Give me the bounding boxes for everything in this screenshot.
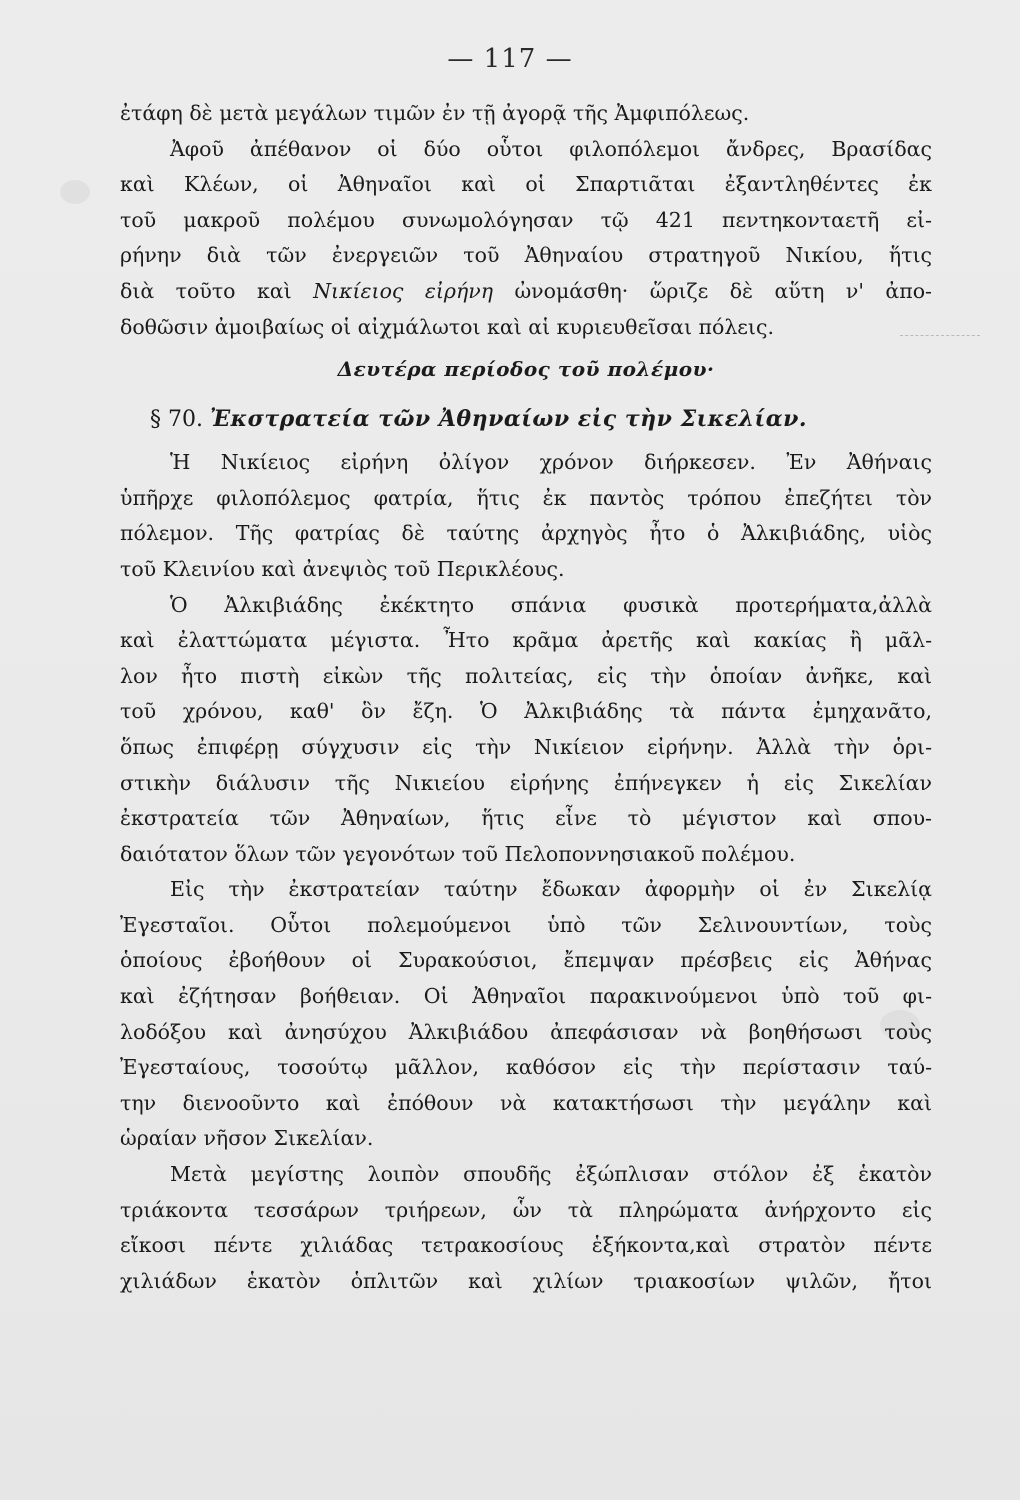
chapter-title: Ἐκστρατεία τῶν Ἀθηναίων εἰς τὴν Σικελίαν. xyxy=(209,406,808,433)
text-line: καὶ Κλέων, οἱ Ἀθηναῖοι καὶ οἱ Σπαρτιᾶται ἐξαντληθέντες ἐκ xyxy=(120,172,932,197)
section-heading: Δευτέρα περίοδος τοῦ πολέμου· xyxy=(337,357,715,382)
text-line: ἐκστρατεία τῶν Ἀθηναίων, ἥτις εἶνε τὸ μέγιστον καὶ σπου- xyxy=(120,806,932,831)
text-line: ὅπως ἐπιφέρῃ σύγχυσιν εἰς τὴν Νικίειον εἰρήνην. Ἀλλὰ τὴν ὁρι- xyxy=(120,734,932,759)
text-fragment: διὰ τοῦτο καὶ xyxy=(120,278,292,303)
chapter-heading xyxy=(120,393,932,445)
text-line: εἴκοσι πέντε χιλιάδας τετρακοσίους ἑξήκοντα,καὶ στρατὸν πέντε xyxy=(120,1233,932,1258)
paper-stain xyxy=(60,180,90,204)
text-line: δαιότατον ὅλων τῶν γεγονότων τοῦ Πελοποννησιακοῦ πολέμου. xyxy=(120,841,796,866)
text-line: καὶ ἐλαττώματα μέγιστα. Ἦτο κρᾶμα ἀρετῆς καὶ κακίας ἢ μᾶλ- xyxy=(120,628,932,653)
text-line: Ἐγεσταίους, τοσούτῳ μᾶλλον, καθόσον εἰς τὴν περίστασιν ταύ- xyxy=(120,1055,932,1080)
text-line: ρήνην διὰ τῶν ἐνεργειῶν τοῦ Ἀθηναίου στρατηγοῦ Νικίου, ἥτις xyxy=(120,243,932,268)
text-line: λον ἦτο πιστὴ εἰκὼν τῆς πολιτείας, εἰς τὴν ὁποίαν ἀνῆκε, καὶ xyxy=(120,663,932,688)
text-line: στικὴν διάλυσιν τῆς Νικιείου εἰρήνης ἐπήνεγκεν ἡ εἰς Σικελίαν xyxy=(120,770,932,795)
text-line: Μετὰ μεγίστης λοιπὸν σπουδῆς ἐξώπλισαν στόλον ἐξ ἑκατὸν xyxy=(170,1162,932,1187)
text-line: δοθῶσιν ἀμοιβαίως οἱ αἰχμάλωτοι καὶ αἱ κυριευθεῖσαι πόλεις. xyxy=(120,314,774,339)
text-line: καὶ ἐζήτησαν βοήθειαν. Οἱ Ἀθηναῖοι παρακινούμενοι ὑπὸ τοῦ φι- xyxy=(120,984,932,1009)
text-line: ὡραίαν νῆσον Σικελίαν. xyxy=(120,1126,374,1151)
text-line: την διενοοῦντο καὶ ἐπόθουν νὰ κατακτήσωσι τὴν μεγάλην καὶ xyxy=(120,1090,932,1115)
text-line: ἐτάφη δὲ μετὰ μεγάλων τιμῶν ἐν τῇ ἀγορᾷ τῆς Ἀμφιπόλεως. xyxy=(120,101,750,125)
chapter-number: § 70. xyxy=(150,407,203,433)
text-line: ὑπῆρχε φιλοπόλεμος φατρία, ἥτις ἐκ παντὸς τρόπου ἐπεζήτει τὸν xyxy=(120,485,932,510)
text-line xyxy=(120,274,932,310)
page-number: — 117 — xyxy=(447,44,573,74)
italic-term: Νικίειος εἰρήνη xyxy=(313,278,493,303)
text-line: τοῦ μακροῦ πολέμου συνωμολόγησαν τῷ 421 πεντηκονταετῆ εἰ- xyxy=(120,207,932,232)
text-line: Ὁ Ἀλκιβιάδης ἐκέκτητο σπάνια φυσικὰ προτερήματα,ἀλλὰ xyxy=(170,592,932,617)
text-line: Ἀφοῦ ἀπέθανον οἱ δύο οὗτοι φιλοπόλεμοι ἄνδρες, Βρασίδας xyxy=(170,136,932,161)
text-line: χιλιάδων ἑκατὸν ὁπλιτῶν καὶ χιλίων τριακοσίων ψιλῶν, ἤτοι xyxy=(120,1268,932,1293)
text-line: πόλεμον. Τῆς φατρίας δὲ ταύτης ἀρχηγὸς ἦτο ὁ Ἀλκιβιάδης, υἱὸς xyxy=(120,521,932,546)
text-line: τοῦ χρόνου, καθ' ὃν ἔζη. Ὁ Ἀλκιβιάδης τὰ πάντα ἐμηχανᾶτο, xyxy=(120,699,932,724)
text-fragment: ὠνομάσθη· ὥριζε δὲ αὕτη ν' ἀπο- xyxy=(514,278,932,303)
text-line: Ἐγεσταῖοι. Οὗτοι πολεμούμενοι ὑπὸ τῶν Σελινουντίων, τοὺς xyxy=(120,912,932,937)
text-line: Ἡ Νικίειος εἰρήνη ὀλίγον χρόνον διήρκεσεν. Ἐν Ἀθήναις xyxy=(170,450,932,475)
text-line: τριάκοντα τεσσάρων τριήρεων, ὧν τὰ πληρώματα ἀνήρχοντο εἰς xyxy=(120,1197,932,1222)
text-line: Εἰς τὴν ἐκστρατείαν ταύτην ἔδωκαν ἀφορμὴν οἱ ἐν Σικελίᾳ xyxy=(170,877,932,902)
body-text xyxy=(120,96,932,1299)
text-line: λοδόξου καὶ ἀνησύχου Ἀλκιβιάδου ἀπεφάσισαν νὰ βοηθήσωσι τοὺς xyxy=(120,1019,932,1044)
text-line: τοῦ Κλεινίου καὶ ἀνεψιὸς τοῦ Περικλέους. xyxy=(120,556,565,581)
text-line: ὁποίους ἐβοήθουν οἱ Συρακούσιοι, ἔπεμψαν πρέσβεις εἰς Ἀθήνας xyxy=(120,948,932,973)
